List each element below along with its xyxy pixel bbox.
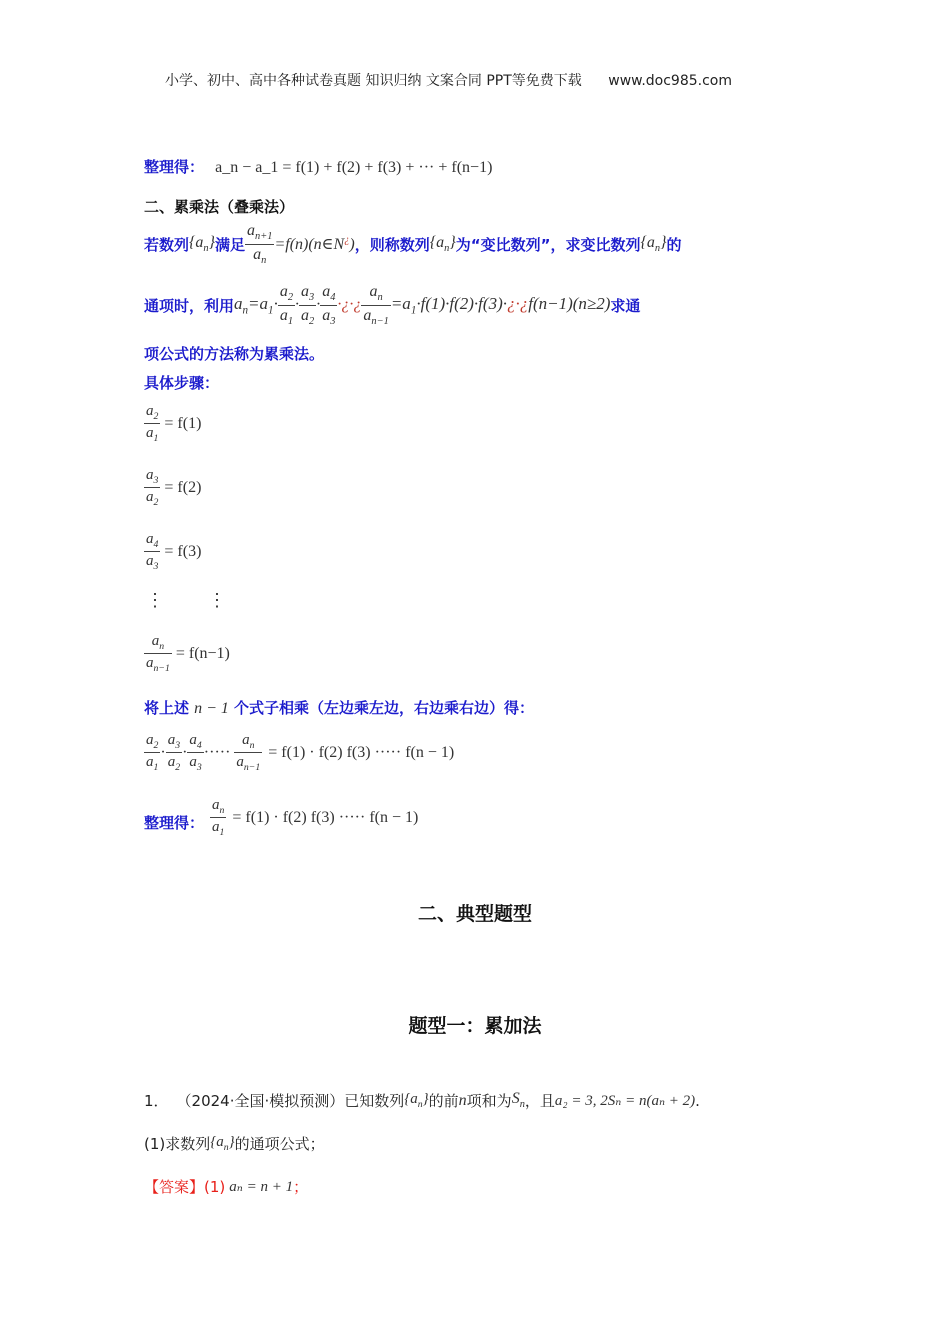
question-number: 1． — [144, 1092, 169, 1110]
step1-eq: = — [164, 414, 174, 432]
stepn-rhs: f(n−1) — [188, 644, 230, 662]
prod-frac-2: $\frac{a_3}{a_2}$ — [167, 732, 181, 774]
ratio-fraction: $\frac{a_{n+1}}{a_n}$ — [247, 222, 273, 266]
vertical-dots-right: ⋮ — [208, 590, 226, 610]
answer-end: ； — [293, 1178, 309, 1196]
definition-line-1 — [144, 222, 682, 266]
step3-eq: = — [164, 542, 174, 560]
def-text-3: ，则称数列 — [354, 235, 430, 254]
final-label: 整理得： — [144, 814, 205, 833]
answer-line — [144, 1176, 308, 1197]
fn-condition: =f(n)(n∈N¿) — [274, 234, 355, 253]
step-2 — [144, 466, 201, 509]
step-n — [144, 632, 230, 675]
header-left-text: 小学、初中、高中各种试卷真题 知识归纳 文案合同 PPT等免费下载 — [165, 73, 582, 89]
final-line — [144, 796, 418, 839]
steps-title: 具体步骤： — [144, 374, 220, 392]
multiply-n-minus-1: n − 1 — [194, 700, 229, 717]
seq-an-2: $\{a_n\}$ — [429, 233, 456, 255]
def-text-5: 的 — [666, 235, 682, 254]
prod-frac-1: $\frac{a_2}{a_1}$ — [146, 732, 159, 774]
seq-an-1: $\{a_n\}$ — [189, 233, 216, 255]
question-text-1: 已知数列 — [344, 1092, 405, 1110]
sum-result-formula: a_n − a_1 = f(1) + f(2) + f(3) + ··· + f(n−1) — [215, 159, 493, 176]
product-rhs: = f(1) · f(2) f(3) ····· f(n − 1) — [268, 743, 455, 761]
step1-fraction: $\frac{a_2}{a_1}$ — [146, 403, 159, 445]
question-end: . — [695, 1091, 700, 1110]
stepn-eq: = — [175, 644, 185, 662]
question-n: n — [458, 1091, 467, 1109]
prod-frac-3: $\frac{a_4}{a_3}$ — [189, 732, 202, 774]
step3-fraction: $\frac{a_4}{a_3}$ — [146, 531, 159, 573]
step3-rhs: f(3) — [177, 542, 202, 560]
vertical-dots-left: ⋮ — [146, 590, 164, 610]
an-eq: $a_n=a_1\cdot$ — [234, 293, 278, 317]
part1-text-2: 的通项公式； — [234, 1135, 325, 1153]
question-condition: a₂ = 3, 2Sₙ = n(aₙ + 2) — [554, 1093, 696, 1109]
frac-an-an1: $\frac{a_n}{a_{n-1}}$ — [363, 283, 389, 327]
multiply-instruction — [144, 697, 534, 718]
part1-text-1: (1)求数列 — [144, 1135, 211, 1153]
step-1 — [144, 402, 201, 445]
prod-frac-n: $\frac{a_n}{a_{n-1}}$ — [236, 732, 261, 774]
step-3 — [144, 530, 201, 573]
frac-a2-a1: $\frac{a_2}{a_1}$ — [279, 283, 294, 327]
definition-line-3: 项公式的方法称为累乘法。 — [144, 345, 325, 363]
question-1 — [144, 1090, 700, 1111]
answer-tag: 【答案】 — [144, 1178, 205, 1196]
question-seq: $\{a_n\}$ — [404, 1091, 429, 1110]
stepn-fraction: $\frac{a_n}{a_{n-1}}$ — [146, 633, 170, 675]
definition-line-2 — [144, 280, 640, 330]
step2-rhs: f(2) — [177, 478, 202, 496]
section-title-multiplication: 二、累乘法（叠乘法） — [144, 198, 295, 216]
frac-a4-a3: $\frac{a_4}{a_3}$ — [322, 283, 336, 327]
step2-eq: = — [164, 478, 174, 496]
dot-sep: · — [316, 296, 321, 313]
product-line — [144, 731, 454, 774]
answer-part-num: (1) — [204, 1177, 226, 1196]
multiply-text-2: 个式子相乘（左边乘左边，右边乘右边）得： — [234, 699, 535, 717]
answer-formula: aₙ = n + 1 — [229, 1179, 294, 1195]
dot-sep: · — [295, 296, 300, 313]
question-text-2: 的前 — [428, 1092, 459, 1110]
main-heading: 二、典型题型 — [417, 903, 532, 925]
step2-fraction: $\frac{a_3}{a_2}$ — [146, 467, 159, 509]
frac-a3-a2: $\frac{a_3}{a_2}$ — [301, 283, 315, 327]
def-text-2: 满足 — [215, 235, 246, 254]
product-expansion: $=a_1\cdot f(1)\cdot f(2)\cdot f(3)\cdot¿\cdot¿f(n-1)(n\ge 2)$ — [390, 293, 611, 317]
final-rhs: = f(1) · f(2) f(3) ····· f(n − 1) — [232, 808, 419, 826]
part1-seq: $\{a_n\}$ — [210, 1134, 235, 1153]
header-url: www.doc985.com — [608, 73, 732, 89]
sub-heading: 题型一：累加法 — [408, 1015, 542, 1037]
def2-text-2: 求通 — [610, 296, 641, 315]
part-1 — [144, 1133, 325, 1154]
def-text-1: 若数列 — [144, 235, 190, 254]
multiply-text-1: 将上述 — [144, 699, 190, 717]
dot-sep: ····· — [203, 743, 231, 761]
page-header — [165, 70, 732, 90]
question-sn: $S_n$ — [511, 1090, 525, 1111]
question-source: （2024·全国·模拟预测） — [176, 1092, 345, 1110]
question-text-3: 项和为 — [466, 1092, 512, 1110]
def-text-4: 为“变比数列”，求变比数列 — [455, 235, 641, 254]
sum-result-label: 整理得： — [144, 158, 205, 176]
sum-result-line — [144, 156, 492, 177]
step1-rhs: f(1) — [177, 414, 202, 432]
question-text-4: ，且 — [524, 1092, 555, 1110]
dot-sep: · — [182, 743, 188, 761]
dot-sep: · — [160, 743, 166, 761]
def2-text-1: 通项时，利用 — [144, 296, 235, 315]
seq-an-3: $\{a_n\}$ — [640, 233, 667, 255]
garbled-chars: ·¿·¿ — [337, 296, 362, 313]
final-fraction: $\frac{a_n}{a_1}$ — [212, 797, 225, 839]
